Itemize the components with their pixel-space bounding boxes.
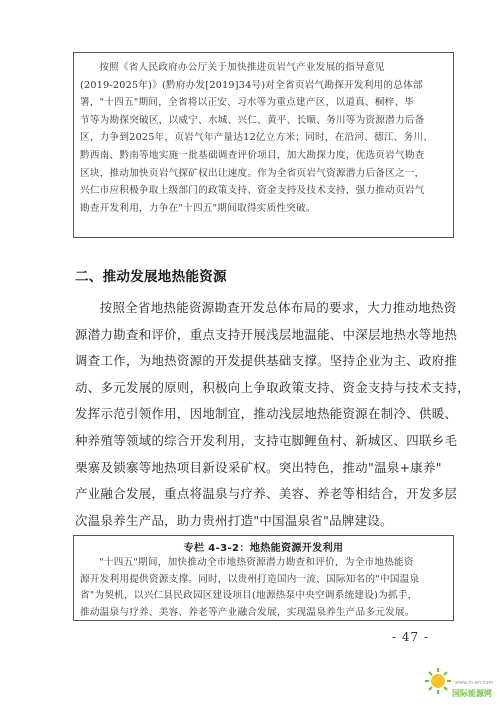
text-line: 区块，推动加快页岩气探矿权出让速度。作为全省页岩气资源潜力后备区之一， [80, 167, 425, 179]
text-line: "十四五"期间，加快推动全市地热资源潜力勘查和评价，为全市地热能资 [99, 557, 414, 568]
text-line: 按照全省地热能资源勘查开发总体布局的要求，大力推动地热资 [99, 300, 457, 315]
watermark-name: 国际能源网 [452, 689, 492, 698]
watermark-url: www.in-en.com [455, 680, 494, 686]
text-line: 按照《省人民政府办公厅关于加快推进页岩气产业发展的指导意见 [99, 62, 385, 73]
text-line: 栗寨及锁寨等地热项目新设采矿权。突出特色，推动"温泉+康养" [75, 459, 442, 475]
column-box [73, 535, 454, 621]
column-title: 专栏 4-3-2：地热能资源开发利用 [183, 543, 344, 554]
column-text [80, 555, 447, 621]
text-line: 次温泉养生产品，助力贵州打造"中国温泉省"品牌建设。 [75, 512, 393, 528]
page-number: - 47 - [392, 630, 430, 644]
text-line: 产业融合发展，重点将温泉与疗养、美容、养老等相结合，开发多层 [75, 486, 458, 502]
text-line: 署，"十四五"期间，全省将以正安、习水等为重点建产区，以道真、桐梓、毕 [80, 97, 415, 109]
text-line: 发挥示范引领作用，因地制宜，推动浅层地热能资源在制冷、供暖、 [75, 406, 458, 422]
policy-note-text [80, 59, 447, 217]
text-line: 省"为契机，以兴仁县民政园区建设项目(地源热泵中央空调系统建设)为抓手， [80, 590, 418, 602]
text-line: (2019-2025年)》(黔府办发[2019]34号)对全省页岩气勘探开发利用的总体部 [80, 79, 423, 91]
text-line: 黔西南、黔南等地实施一批基础调查评价项目，加大勘探力度，优选页岩气勘查 [80, 149, 425, 161]
text-line: 种养殖等领域的综合开发利用，支持屯脚鲤鱼村、新城区、四联乡毛 [75, 432, 458, 448]
text-line: 推动温泉与疗养、美容、养老等产业融合发展，实现温泉养生产品多元发展。 [80, 606, 415, 618]
text-line: 节等为勘探突破区，以威宁、水城、兴仁、黄平、长顺、务川等为资源潜力后备 [80, 114, 425, 126]
text-line: 动、多元发展的原则，积极向上争取政策支持、资金支持与技术支持， [75, 379, 470, 395]
text-line: 调查工作，为地热资源的开发提供基础支撑。坚持企业为主、政府推 [75, 353, 458, 369]
section-body [75, 295, 470, 534]
text-line: 兴仁市应积极争取上级部门的政策支持、资金支持及技术支持，强力推动页岩气 [80, 185, 425, 197]
text-line: 区，力争到2025年，页岩气年产量达12亿立方米；同时，在沿河、德江、务川、 [80, 132, 434, 144]
text-line: 源开发利用提供资源支撑。同时，以贵州打造国内一流、国际知名的"中国温泉 [80, 573, 420, 585]
policy-note-box [73, 52, 454, 238]
text-line: 源潜力勘查和评价，重点支持开展浅层地温能、中深层地热水等地热 [75, 326, 458, 342]
section-heading: 二、推动发展地热能资源 [75, 269, 227, 285]
text-line: 勘查开发利用，力争在"十四五"期间取得实质性突破。 [80, 202, 316, 214]
